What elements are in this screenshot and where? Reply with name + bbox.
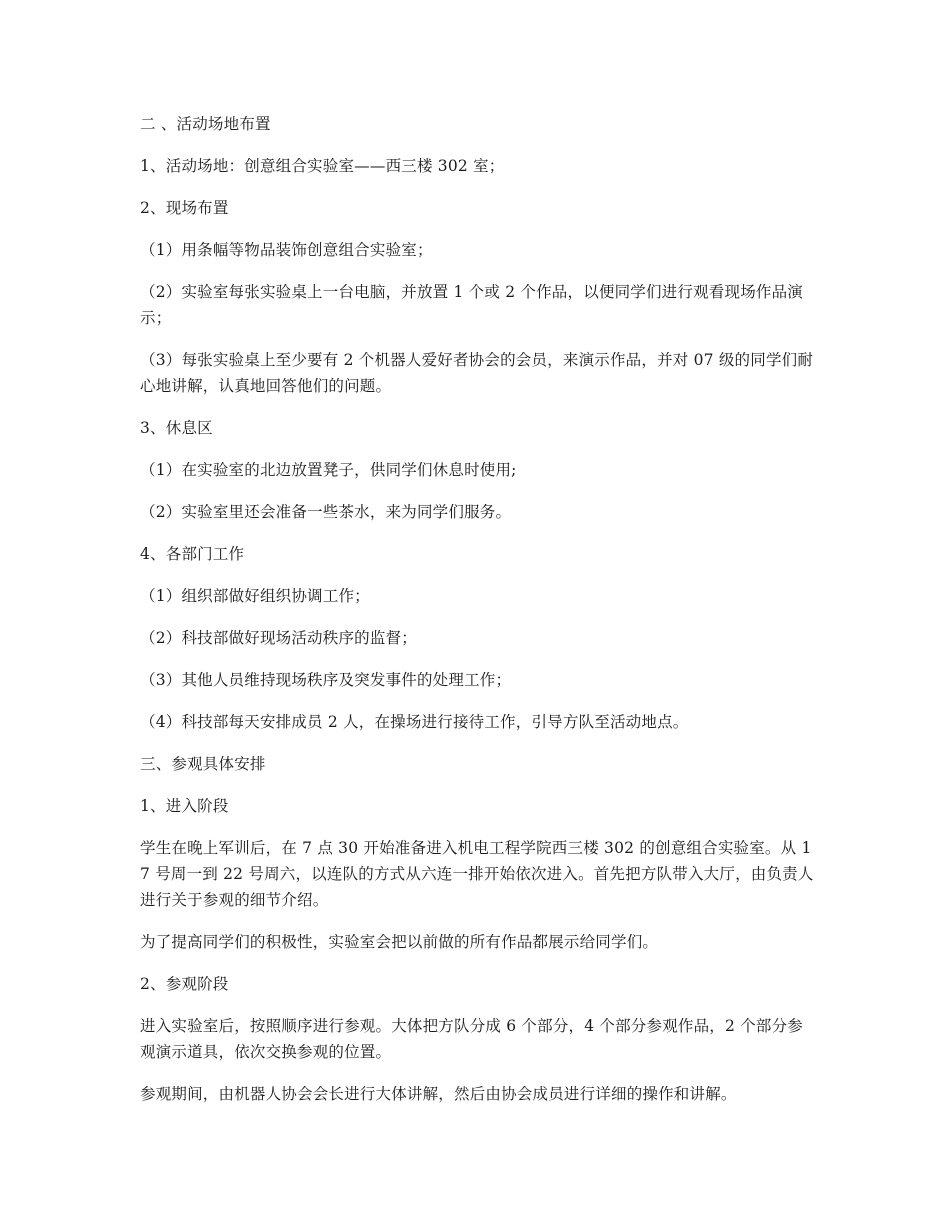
layout-item-1: （1）用条幅等物品装饰创意组合实验室；	[140, 241, 433, 259]
section-heading-visit-schedule: 三、参观具体安排	[140, 755, 266, 773]
department-item-1: （1）组织部做好组织协调工作；	[140, 587, 370, 605]
entry-stage-note: 为了提高同学们的积极性，实验室会把以前做的所有作品都展示给同学们。	[140, 933, 659, 951]
entry-stage-text: 学生在晚上军训后，在 7 点 30 开始准备进入机电工程学院西三楼 302 的创意组合实验室。从 17 号周一到 22 号周六，以连队的方式从六连一排开始依次进入。首先把方队带入大厅，由负责人进行关于参观的细节介绍。	[140, 839, 814, 909]
layout-item-3: （3）每张实验桌上至少要有 2 个机器人爱好者协会的会员，来演示作品，并对 07 级的同学们耐心地讲解，认真地回答他们的问题。	[140, 351, 814, 395]
document-body	[140, 111, 815, 1123]
subheading-onsite-layout: 2、现场布置	[140, 199, 229, 217]
rest-item-2: （2）实验室里还会准备一些茶水，来为同学们服务。	[140, 503, 512, 521]
layout-item-2: （2）实验室每张实验桌上一台电脑，并放置 1 个或 2 个作品，以便同学们进行观看现场作品演示；	[140, 283, 803, 327]
rest-item-1: （1）在实验室的北边放置凳子，供同学们休息时使用;	[140, 461, 517, 479]
venue-location: 1、活动场地：创意组合实验室——西三楼 302 室；	[140, 157, 505, 175]
section-heading-venue: 二 、活动场地布置	[140, 115, 271, 133]
subheading-entry-stage: 1、进入阶段	[140, 797, 229, 815]
department-item-2: （2）科技部做好现场活动秩序的监督；	[140, 629, 417, 647]
subheading-departments: 4、各部门工作	[140, 545, 245, 563]
department-item-3: （3）其他人员维持现场秩序及突发事件的处理工作；	[140, 671, 512, 689]
visit-stage-note: 参观期间，由机器人协会会长进行大体讲解，然后由协会成员进行详细的操作和讲解。	[140, 1085, 737, 1103]
subheading-rest-area: 3、休息区	[140, 419, 213, 437]
visit-stage-text: 进入实验室后，按照顺序进行参观。大体把方队分成 6 个部分，4 个部分参观作品，2 个部分参观演示道具，依次交换参观的位置。	[140, 1017, 803, 1061]
subheading-visit-stage: 2、参观阶段	[140, 975, 229, 993]
department-item-4: （4）科技部每天安排成员 2 人，在操场进行接待工作，引导方队至活动地点。	[140, 713, 689, 731]
